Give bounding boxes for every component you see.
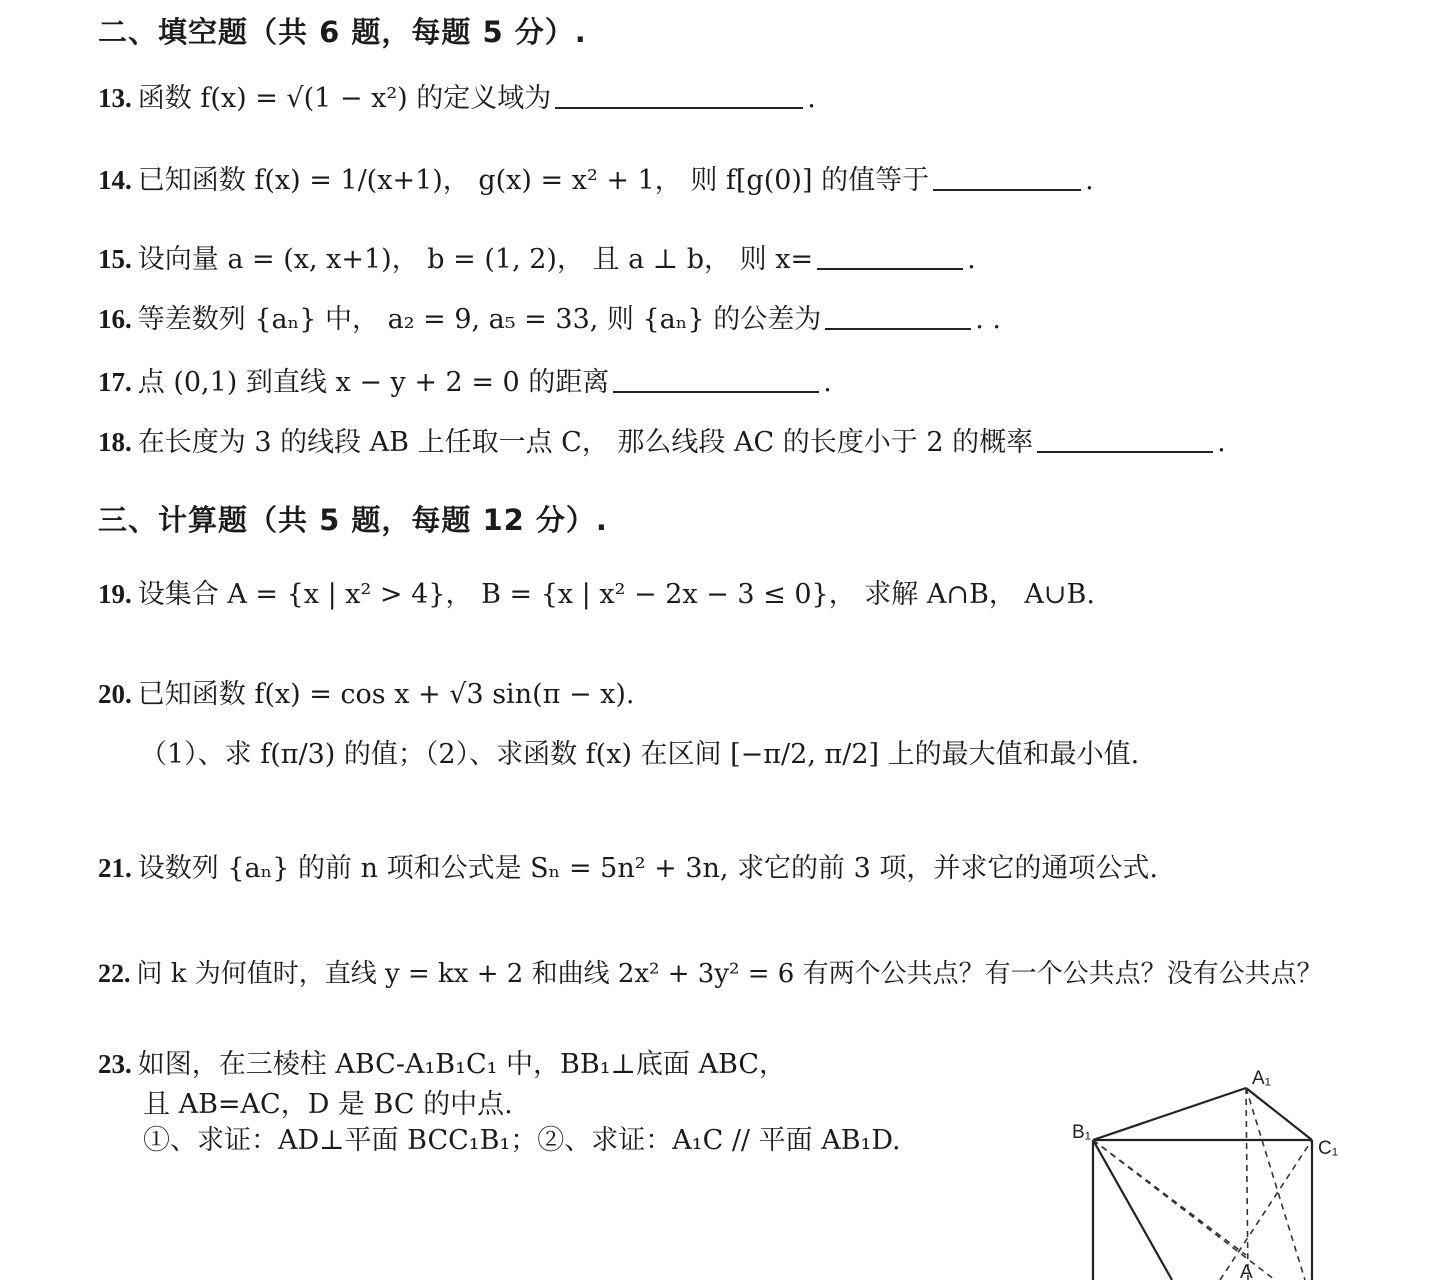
question-14: [98, 164, 1094, 198]
question-number: 13.: [98, 83, 132, 113]
question-text-line-1: 如图，在三棱柱 ABC-A₁B₁C₁ 中，BB₁⊥底面 ABC，: [137, 1049, 786, 1080]
question-number: 21.: [98, 853, 132, 883]
question-number: 23.: [98, 1049, 132, 1079]
edge-a1-c-hidden: [1246, 1088, 1305, 1280]
question-end: .: [807, 83, 816, 114]
question-23-line-2: 且 AB=AC，D 是 BC 的中点.: [143, 1089, 513, 1120]
question-20-subparts: （1）、求 f(π/3) 的值；（2）、求函数 f(x) 在区间 [−π/2, π/2] 上的最大值和最小值.: [140, 739, 1140, 770]
section-2-title: 二、填空题（共 6 题，每题 5 分）.: [98, 15, 587, 49]
question-23-line-3: ①、求证：AD⊥平面 BCC₁B₁；②、求证：A₁C // 平面 AB₁D.: [143, 1125, 901, 1156]
answer-blank: [933, 165, 1081, 191]
edge-a1-c1: [1246, 1088, 1312, 1140]
question-text: 设集合 A = {x | x² > 4}， B = {x | x² − 2x − 3 ≤ 0}， 求解 A∩B， A∪B.: [137, 579, 1095, 610]
question-20: [98, 678, 635, 712]
question-18: [98, 426, 1226, 460]
question-number: 16.: [98, 304, 132, 334]
question-text: 设数列 {aₙ} 的前 n 项和公式是 Sₙ = 5n² + 3n, 求它的前 3 项，并求它的通项公式.: [137, 853, 1158, 884]
question-number: 20.: [98, 679, 132, 709]
question-22: [98, 958, 1323, 991]
question-23: [98, 1048, 786, 1082]
answer-blank: [613, 367, 819, 393]
section-3-title: 三、计算题（共 5 题，每题 12 分）.: [98, 503, 608, 537]
question-end: .: [1085, 165, 1094, 196]
question-number: 19.: [98, 579, 132, 609]
edge-b1-a1: [1093, 1088, 1246, 1140]
question-number: 22.: [98, 959, 131, 988]
label-a1: A₁: [1252, 1068, 1272, 1089]
edge-b1-d2-hidden: [1093, 1140, 1246, 1255]
answer-blank: [1037, 427, 1213, 453]
answer-blank: [555, 83, 803, 109]
question-number: 14.: [98, 165, 132, 195]
question-16: [98, 303, 1001, 337]
question-end: .: [967, 244, 976, 275]
question-text: 点 (0,1) 到直线 x − y + 2 = 0 的距离: [137, 367, 610, 398]
question-text: 在长度为 3 的线段 AB 上任取一点 C， 那么线段 AC 的长度小于 2 的概率: [137, 427, 1034, 458]
question-text: 问 k 为何值时，直线 y = kx + 2 和曲线 2x² + 3y² = 6 有两个公共点？有一个公共点？没有公共点？: [136, 959, 1323, 989]
edge-b1-a: [1093, 1140, 1172, 1280]
question-text: 函数 f(x) = √(1 − x²) 的定义域为: [137, 83, 552, 114]
question-15: [98, 243, 976, 277]
question-number: 15.: [98, 244, 132, 274]
question-21: [98, 852, 1158, 886]
question-number: 18.: [98, 427, 132, 457]
question-number: 17.: [98, 367, 132, 397]
question-text: 已知函数 f(x) = 1/(x+1)， g(x) = x² + 1， 则 f[g(0)] 的值等于: [137, 165, 930, 196]
question-text: 设向量 a = (x, x+1)， b = (1, 2)， 且 a ⊥ b， 则 x=: [137, 244, 814, 275]
question-17: [98, 366, 832, 400]
answer-blank: [825, 304, 971, 330]
question-13: [98, 82, 816, 116]
question-text: 等差数列 {aₙ} 中， a₂ = 9, a₅ = 33, 则 {aₙ} 的公差为: [137, 304, 822, 335]
question-text: 已知函数 f(x) = cos x + √3 sin(π − x).: [137, 679, 635, 710]
question-end: .: [1217, 427, 1226, 458]
question-end: .: [823, 367, 832, 398]
question-end: . .: [975, 304, 1001, 335]
question-19: [98, 578, 1095, 612]
answer-blank: [817, 244, 963, 270]
label-a: A: [1240, 1262, 1253, 1280]
label-b1: B₁: [1072, 1122, 1092, 1143]
label-c1: C₁: [1318, 1138, 1339, 1159]
prism-figure: [1060, 1060, 1420, 1280]
edge-a1-a-hidden: [1246, 1088, 1248, 1280]
